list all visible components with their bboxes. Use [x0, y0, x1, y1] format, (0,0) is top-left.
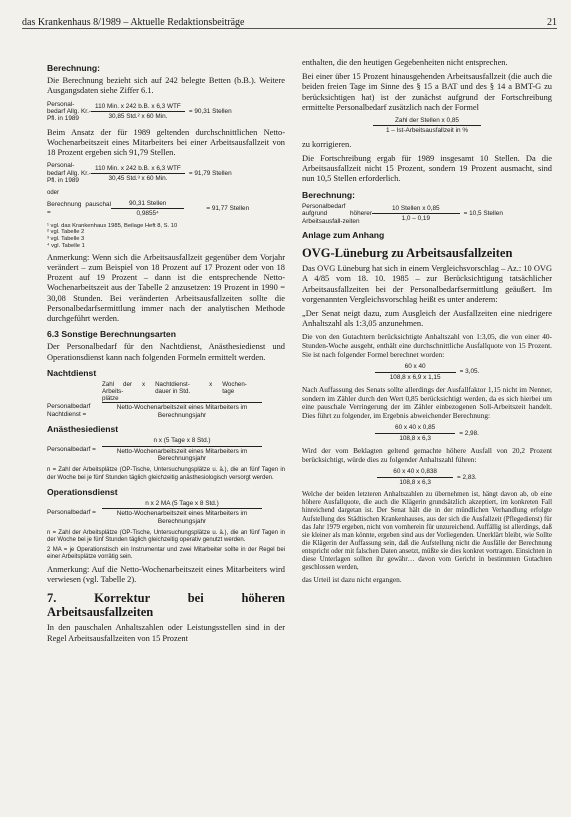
right-column	[302, 58, 552, 589]
fraction	[91, 165, 185, 183]
numerator: 90,31 Stellen	[111, 200, 184, 209]
denominator: 30,45 Std.³ x 60 Min.	[108, 175, 168, 183]
factor: Wochen-tage	[222, 381, 247, 396]
paragraph: enthalten, die den heutigen Gegebenheiten nicht entsprechen.	[302, 58, 508, 67]
formula-result: = 2,98.	[459, 429, 479, 437]
paragraph: zu korrigieren.	[302, 139, 352, 149]
paragraph: Bei einer über 15 Prozent hinausgehenden Arbeitsausfallzeit (die auch die beiden freien Tage im Sinne des § 15 a BAT und des § 14 a BMT-G zu berücksichtigen hat) ist der zunächst aufgrund der Fortschreibung ermittelte Personalbedarf zusätzlich nach der Formel	[302, 72, 552, 112]
fraction	[375, 424, 455, 442]
quote-paragraph: Wird der vom Beklagten geltend gemachte höhere Ausfall von 20,2 Prozent berücksichtigt, würde dies zu folgender Anhaltszahl führen:	[302, 446, 552, 464]
fraction	[102, 402, 262, 419]
denominator: 0,9855⁴	[136, 210, 159, 218]
operationsdienst-formula	[47, 500, 285, 525]
anaesthesiedienst-heading: Anästhesiedienst	[47, 423, 119, 434]
numerator: 110 Min. x 242 b.B. x 6,3 WTF	[91, 103, 185, 112]
denominator: 30,85 Std.² x 60 Min.	[108, 113, 168, 121]
quote-paragraph: Die von den Gutachtern berücksichtigte Anhaltszahl von 1:3,05, die von einer 40-Stunden-Woche ausgeht, enthält eine durchschnittliche Ausfallquote von 15 Prozent. Sie ist nach folgender Formel berechnet worden:	[302, 332, 552, 359]
section-heading-6-3: 6.3 Sonstige Berechnungsarten	[47, 329, 176, 340]
paragraph: Die Berechnung bezieht sich auf 242 belegte Betten (b.B.). Weitere Ausgangsdaten siehe Ziffer 6.1.	[47, 76, 285, 96]
paragraph: In den pauschalen Anhaltszahlen oder Leistungsstellen sind in der Regel Arbeitsausfallzeiten von 15 Prozent	[47, 623, 285, 643]
fraction	[375, 363, 456, 381]
operationsdienst-heading: Operationsdienst	[47, 486, 118, 497]
denominator: 1,0 – 0,19	[401, 215, 431, 223]
footnote: ² vgl. Tabelle 2	[47, 229, 85, 236]
page-number: 21	[547, 17, 557, 28]
formula-label: Personalbedarf aufgrund höherer Arbeitsausfall-zeiten	[302, 202, 372, 225]
formula-2	[47, 162, 285, 184]
fraction	[111, 200, 184, 218]
denominator: 1 – Ist-Arbeitsausfallzeit in %	[385, 127, 469, 135]
berechnung-heading: Berechnung:	[302, 189, 355, 200]
formula-label: Personalbedarf Nachtdienst =	[47, 403, 91, 418]
formula-label: Personal-bedarf Allg. Kr.-Pfl. in 1989	[47, 162, 91, 185]
footnote: ⁴ vgl. Tabelle 1	[47, 243, 85, 250]
formula-result: = 3,05.	[459, 368, 480, 376]
section-heading-7: 7. Korrektur bei höheren Arbeitsausfallzeiten	[47, 591, 285, 620]
quote-paragraph: das Urteil ist dazu nicht ergangen.	[302, 575, 402, 585]
denominator: 108,8 x 6,3	[399, 478, 431, 486]
fraction	[377, 468, 453, 486]
formula-label: Berechnung pauschal =	[47, 201, 111, 216]
quote-paragraph: „Der Senat neigt dazu, zum Ausgleich der Ausfallzeiten eine niedrigere Anhaltszahl als 1:3,05 anzunehmen.	[302, 309, 552, 329]
left-column	[47, 58, 285, 648]
paragraph: Die Fortschreibung ergab für 1989 insgesamt 10 Stellen. Da die Arbeitsausfallzeit nicht 15 Prozent, sondern 19 Prozent ausmacht, sind nun 10,5 Stellen erforderlich.	[302, 154, 552, 184]
anaesthesie-formula	[47, 437, 285, 462]
numerator: 60 x 40 x 0,838	[377, 468, 453, 477]
formula-3	[47, 200, 285, 218]
nachtdienst-heading: Nachtdienst	[47, 367, 97, 378]
quote-paragraph: Nach Auffassung des Senats sollte allerdings der Ausfallfaktor 1,15 nicht im Nenner, sondern im Zähler durch den Wert 0,85 berücksichtigt werden, da es sich hierbei um eine pauschale Verringerung der im Zähler einbezogenen Soll-Arbeitszeit handelt. Dies führt zu folgender, im Ergebnis abweichender Berechnung:	[302, 385, 552, 420]
formula-result: = 91,77 Stellen	[206, 205, 250, 213]
times: x	[142, 381, 146, 389]
factor: Nachtdienst-dauer in Std.	[155, 381, 191, 396]
paragraph: Der Personalbedarf für den Nachtdienst, Anästhesiedienst und Operationsdienst kann nach folgenden Formeln ermittelt werden.	[47, 342, 285, 362]
formula-result: = 10,5 Stellen	[463, 210, 503, 218]
anhaltszahl-formula-1	[302, 363, 552, 381]
running-header	[22, 14, 557, 29]
nachtdienst-formula	[47, 402, 285, 419]
fraction	[102, 500, 262, 525]
denominator: Netto-Wochenarbeitszeit eines Mitarbeiters im Berechnungsjahr	[116, 404, 248, 419]
formula-result: = 90,31 Stellen	[188, 108, 232, 116]
numerator: n x (5 Tage x 8 Std.)	[102, 437, 262, 446]
fraction	[91, 103, 185, 121]
oder-label: oder	[47, 189, 60, 196]
fraction	[373, 117, 481, 135]
footnote: ¹ vgl. das Krankenhaus 1985, Beilage Heft 8, S. 10	[47, 222, 178, 229]
anlage-heading: Anlage zum Anhang	[302, 230, 385, 241]
numerator: 110 Min. x 242 b.B. x 6,3 WTF	[91, 165, 185, 174]
berechnung-formula	[302, 203, 552, 225]
formula-1	[47, 101, 285, 123]
footnote: ³ vgl. Tabelle 3	[47, 236, 85, 243]
ovg-heading: OVG-Lüneburg zu Arbeitsausfallzeiten	[302, 246, 513, 261]
numerator: 60 x 40 x 0,85	[375, 424, 455, 433]
denominator: 108,8 x 6,3	[399, 434, 431, 442]
berechnung-heading: Berechnung:	[47, 63, 100, 73]
numerator: n x 2 MA (5 Tage x 8 Std.)	[102, 500, 262, 509]
times: x	[209, 381, 213, 389]
header-title: das Krankenhaus 8/1989 – Aktuelle Redaktionsbeiträge	[22, 17, 245, 28]
denominator: Netto-Wochenarbeitszeit eines Mitarbeiters im Berechnungsjahr	[116, 510, 248, 525]
operationsdienst-note: n = Zahl der Arbeitsplätze (OP-Tische, Untersuchungsplätze u. ä.), die an fünf Tagen in der Woche bei je fünf Stunden täglich gleichzeitig operativ genutzt werden.	[47, 530, 285, 544]
numerator: 60 x 40	[375, 363, 456, 372]
formula-label: Personal-bedarf Allg. Kr.-Pfl. in 1989	[47, 100, 91, 123]
factor: Zahl der Arbeits-plätze	[102, 381, 132, 403]
numerator: 10 Stellen x 0,85	[372, 205, 460, 214]
footnotes	[47, 223, 285, 250]
anhaltszahl-formula-2	[302, 424, 552, 442]
korrektur-formula	[302, 117, 552, 135]
denominator: Netto-Wochenarbeitszeit eines Mitarbeiters im Berechnungsjahr	[116, 447, 248, 462]
quote-paragraph: Welche der beiden letzteren Anhaltszahlen zu übernehmen ist, hängt davon ab, ob eine höhere Ausfallquote, die auch die Klägerin grundsätzlich akzeptiert, im konkreten Fall hinreichend dargetan ist. Der Senat hält die in der mündlichen Verhandlung erfolgte Aufstellung des Städtischen Krankenhauses, aus der sich die Ausfallzeit (Pflegedienst) für das Jahr 1979 ergeben, nicht von vornherein für unzureichend. Auffällig ist allerdings, daß sie kleiner als man könnte, ergeben sind aus der Vorliegenden. Unerklärt bleibt, wie Sollte die Klägerin der Auffassung sein, daß die Aufstellung nicht die Ausfälle der Berechnung entspricht oder mit falschen Daten ansetzt, müßte sie dies konkret vortragen. Einsichten in diese Unterlagen sollten ihr gewähr… davon vom Gericht in bestimmten Gutachten geschlossen werden,	[302, 491, 552, 572]
formula-label: Personalbedarf =	[47, 446, 96, 454]
formula-label: Personalbedarf =	[47, 508, 96, 516]
paragraph: Das OVG Lüneburg hat sich in einem Vergleichsvorschlag – Az.: 10 OVG A 4/85 vom 18. 10. 1985 – zur Berücksichtigung tatsächlicher Arbeitsausfallzeiten bei der Personalbedarfsermittlung geäußert. Im vorgenannten Vergleichsvorschlag heißt es unter anderem:	[302, 264, 552, 304]
numerator: Zahl der Stellen x 0,85	[373, 117, 481, 126]
fraction	[372, 205, 460, 223]
operationsdienst-note: 2 MA = je Operationstisch ein Instrumentar und zwei Mitarbeiter sollte in der Regel bei einer Arbeitsplätze vorrätig sein.	[47, 546, 285, 560]
formula-result: = 2,83.	[456, 473, 477, 481]
fraction	[102, 437, 262, 462]
nachtdienst-factors	[102, 381, 285, 402]
anmerkung-paragraph: Anmerkung: Auf die Netto-Wochenarbeitszeit eines Mitarbeiters wird verwiesen (vgl. Tabelle 2).	[47, 564, 285, 585]
denominator: 108,8 x 6,9 x 1,15	[389, 373, 441, 381]
anaesthesie-note: n = Zahl der Arbeitsplätze (OP-Tische, Untersuchungsplätze u. ä.), die an fünf Tagen in der Woche bei je fünf Stunden täglich gleichzeitig anästhesiologisch versorgt werden.	[47, 467, 285, 481]
anmerkung-paragraph: Anmerkung: Wenn sich die Arbeitsausfallzeit gegenüber dem Vorjahr verändert – zum Beispiel von 18 Prozent auf 17 Prozent oder von 18 Prozent auf 19 Prozent – dann ist die entsprechende Netto-Wochenarbeitszeit aus der Tabelle 2 anzusetzen: 19 Prozent in 1990 = 30,08 Stunden. Bei veränderten Arbeitsausfallzeiten sollte die Personalbedarfsermittlung immer nach der analytischen Methode durchgeführt werden.	[47, 252, 285, 324]
anhaltszahl-formula-3	[302, 468, 552, 486]
paragraph: Beim Ansatz der für 1989 geltenden durchschnittlichen Netto-Wochenarbeitszeit eines Mitarbeiters bei einer Arbeitsausfallzeit von 18 Prozent ergeben sich 91,79 Stellen.	[47, 127, 285, 158]
formula-result: = 91,79 Stellen	[188, 169, 232, 177]
